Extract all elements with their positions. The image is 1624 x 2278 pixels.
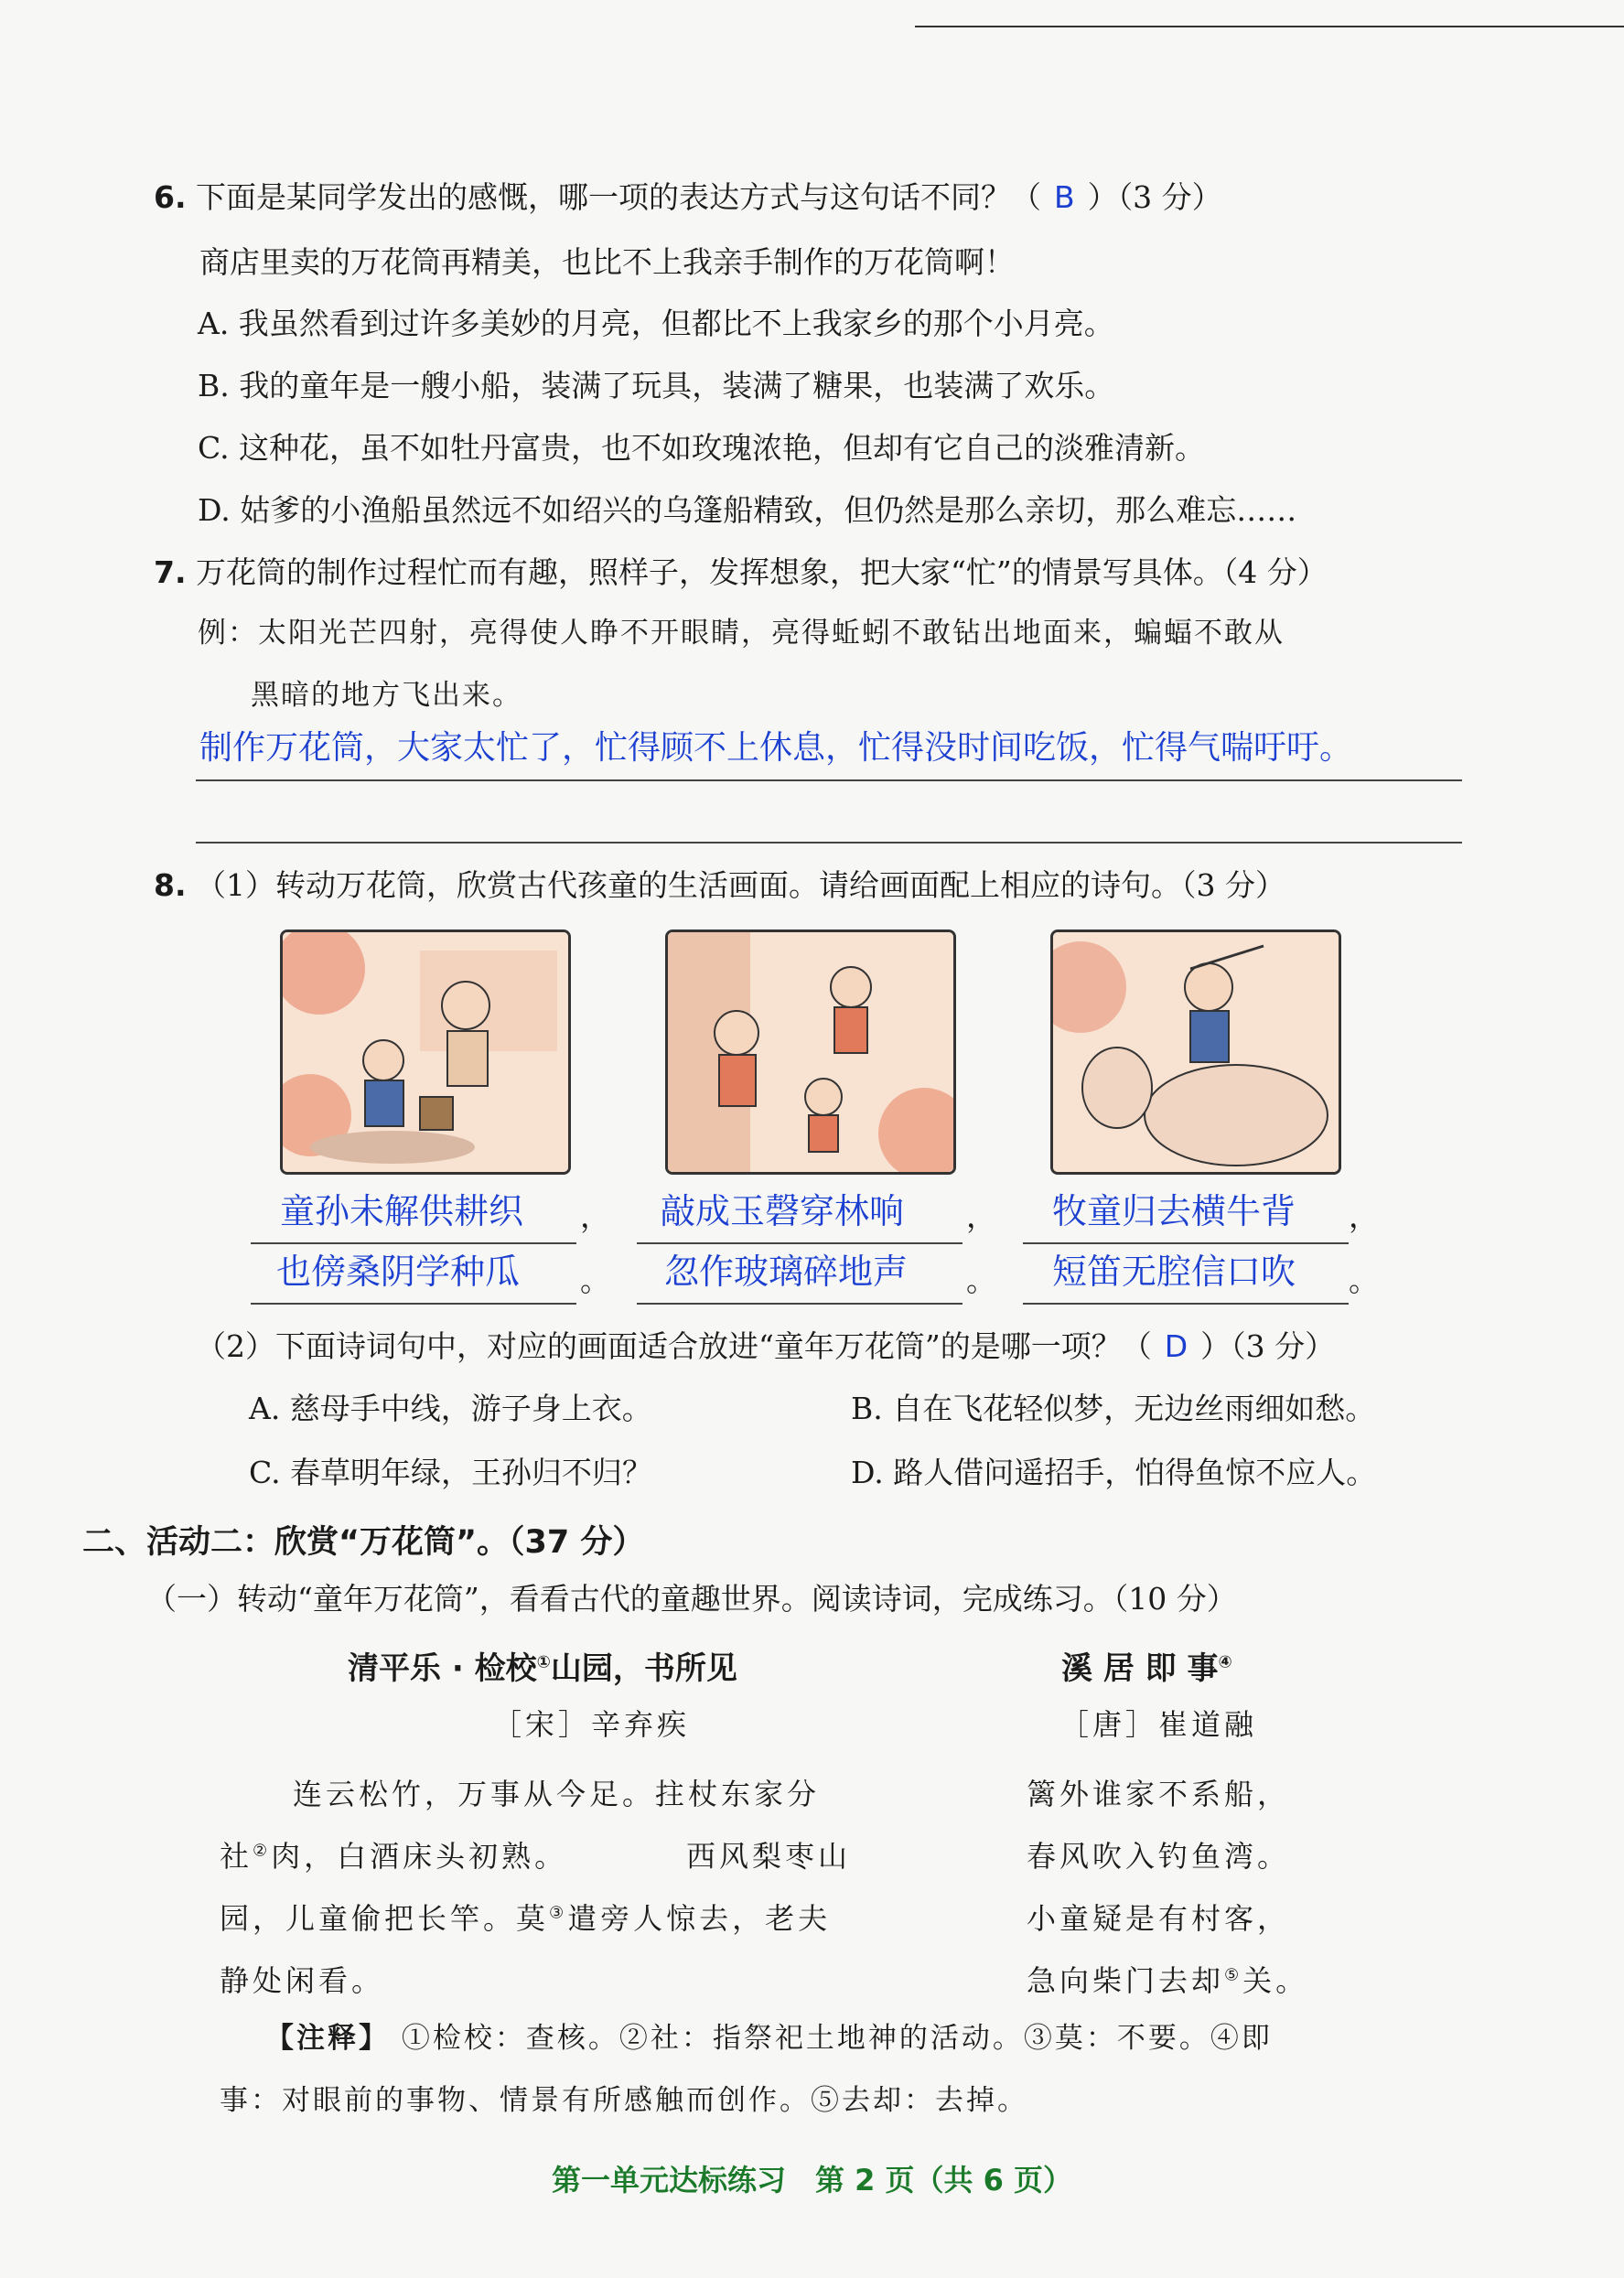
q6-option-b: B. 我的童年是一艘小船，装满了玩具，装满了糖果，也装满了欢乐。 [198, 368, 1115, 403]
poem1-line-3: 西风梨枣山 [686, 1839, 852, 1874]
section-2-sub1: （一）转动“童年万花筒”，看看古代的童趣世界。阅读诗词，完成练习。（10 分） [146, 1581, 1237, 1617]
q8-part2-answer: D [1164, 1328, 1188, 1364]
couplet-3-line-1-rule [1023, 1242, 1349, 1244]
q8-part2-stem: （2）下面诗词句中，对应的画面适合放进“童年万花筒”的是哪一项？（ D ）（3 分） [196, 1328, 1336, 1364]
q7-example-1: 例：太阳光芒四射，亮得使人睁不开眼睛，亮得蚯蚓不敢钻出地面来，蝙蝠不敢从 [198, 617, 1285, 650]
q6-option-a: A. 我虽然看到过许多美妙的月亮，但都比不上我家乡的那个小月亮。 [198, 306, 1114, 341]
q8-option-c: C. 春草明年绿，王孙归不归？ [249, 1455, 653, 1490]
couplet-2-line-1: 敲成玉磬穿林响 [661, 1191, 905, 1231]
poem1-line-4: 园，儿童偷把长竿。莫③遣旁人惊去，老夫 [220, 1901, 832, 1936]
notes-line-2: 事：对眼前的事物、情景有所感触而创作。⑤去却：去掉。 [220, 2084, 1028, 2117]
q7-answer-line-2 [196, 842, 1462, 844]
illustration-farming-children [280, 929, 571, 1175]
poem2-line-1: 篱外谁家不系船， [1027, 1777, 1291, 1811]
illustration-cowherd-boy [1050, 929, 1341, 1175]
q6-option-c: C. 这种花，虽不如牡丹富贵，也不如玫瑰浓艳，但却有它自己的淡雅清新。 [198, 430, 1206, 466]
poem2-title: 溪 居 即 事④ [1061, 1650, 1232, 1687]
q7-example-2: 黑暗的地方飞出来。 [251, 679, 522, 712]
q6-option-d: D. 姑爹的小渔船虽然远不如绍兴的乌篷船精致，但仍然是那么亲切，那么难忘…… [198, 492, 1297, 528]
q6-sentence: 商店里卖的万花筒再精美，也比不上我亲手制作的万花筒啊！ [199, 244, 1015, 280]
q8-option-b: B. 自在飞花轻似梦，无边丝雨细如愁。 [851, 1391, 1376, 1426]
illustration-ice-playing-children [665, 929, 956, 1175]
couplet-2-line-2-rule [637, 1303, 963, 1305]
section-2-title: 二、活动二：欣赏“万花筒”。（37 分） [82, 1524, 645, 1561]
q7-answer-line-1 [196, 779, 1462, 781]
couplet-3-line-2: 短笛无腔信口吹 [1052, 1252, 1296, 1292]
notes-line-1: 【注释】 ①检校：查核。②社：指祭祀土地神的活动。③莫：不要。④即 [265, 2022, 1273, 2055]
couplet-1-line-2-rule [251, 1303, 576, 1305]
couplet-2-line-1-rule [637, 1242, 963, 1244]
top-border [915, 26, 1624, 27]
couplet-2-line-2: 忽作玻璃碎地声 [664, 1252, 909, 1292]
poem1-author: ［宋］辛弃疾 [492, 1707, 691, 1742]
poem2-author: ［唐］崔道融 [1059, 1707, 1258, 1742]
page-footer: 第一单元达标练习 第 2 页（共 6 页） [551, 2163, 1073, 2197]
poem2-line-2: 春风吹入钓鱼湾。 [1027, 1839, 1291, 1874]
q8-option-d: D. 路人借问遥招手，怕得鱼惊不应人。 [851, 1455, 1377, 1490]
poem1-title: 清平乐 · 检校①山园，书所见 [348, 1650, 737, 1687]
poem2-line-3: 小童疑是有村客， [1027, 1901, 1291, 1936]
worksheet-page: 6. 下面是某同学发出的感慨，哪一项的表达方式与这句话不同？（ B ）（3 分） 商店里卖的万花筒再精美，也比不上我亲手制作的万花筒啊！ A. 我虽然看到过许多美妙的月亮，但都比不上我家乡的那个小月亮。 B. 我的童年是一艘小船，装满了玩具，装满了糖果，也装满了欢乐。 C. 这种花，虽不如牡丹富贵，也不如玫瑰浓艳，但却有它自己的淡雅清新。 D. 姑爹的小渔船虽然远不如绍兴的乌篷船精致，但仍然是那么亲切，那么难忘…… 7. 万花筒的制作过程忙而有趣，照样子，发挥想象，把大家“忙”的情景写具体。（4 分） 例：太阳光芒四射，亮得使人睁不开眼睛，亮得蚯蚓不敢钻出地面来，蝙蝠不敢从 黑暗的地方飞出来。 制作万花筒，大家太忙了，忙得顾不上休息，忙得没时间吃饭，忙得气喘吁吁。 8. （1）转动万花筒，欣赏古代孩童的生活画面。请给画面配上相应的诗句。（3 分） 童孙未解供耕织 ， 也傍桑阴学种瓜 。 敲成玉磬穿林响 ， 忽作玻璃碎地声 。 牧童归去横牛背 ， 短笛无腔信口吹 。 （2）下面诗词句中，对应的画面适合放进“童年万花筒”的是哪一项？（ D ）（3 分） A. 慈母手中线，游子身上衣。 B. 自在飞花轻似梦，无边丝雨细如愁。 C. 春草明年绿，王孙归不归？ D. 路人借问遥招手，怕得鱼惊不应人。 二、活动二：欣赏“万花筒”。（37 分） （一）转动“童年万花筒”，看看古代的童趣世界。阅读诗词，完成练习。（10 分） 清平乐 · 检校①山园，书所见 ［宋］辛弃疾 连云松竹，万事从今足。拄杖东家分 社②肉，白酒床头初熟。 西风梨枣山 园，儿童偷把长竿。莫③遣旁人惊去，老夫 静处闲看。 溪 居 即 事④ ［唐］崔道融 篱外谁家不系船， 春风吹入钓鱼湾。 小童疑是有村客， 急向柴门去却⑤关。 【注释】 ①检校：查核。②社：指祭祀土地神的活动。③莫：不要。④即 事：对眼前的事物、情景有所感触而创作。⑤去却：去掉。 第一单元达标练习 第 2 页（共 6 页） [0, 0, 1624, 2278]
q8-part1-stem: 8. （1）转动万花筒，欣赏古代孩童的生活画面。请给画面配上相应的诗句。（3 分） [154, 867, 1285, 903]
couplet-3-line-2-rule [1023, 1303, 1349, 1305]
q7-answer: 制作万花筒，大家太忙了，忙得顾不上休息，忙得没时间吃饭，忙得气喘吁吁。 [199, 729, 1353, 767]
q6-stem: 6. 下面是某同学发出的感慨，哪一项的表达方式与这句话不同？（ B ）（3 分） [154, 179, 1222, 215]
couplet-1-line-1: 童孙未解供耕织 [280, 1191, 524, 1231]
couplet-1-line-2: 也傍桑阴学种瓜 [276, 1252, 521, 1292]
poem2-line-4: 急向柴门去却⑤关。 [1027, 1963, 1309, 1998]
poem1-line-5: 静处闲看。 [220, 1963, 385, 1998]
couplet-1-line-1-rule [251, 1242, 576, 1244]
poem1-line-1: 连云松竹，万事从今足。拄杖东家分 [293, 1777, 821, 1811]
q6-answer: B [1054, 179, 1075, 215]
q8-option-a: A. 慈母手中线，游子身上衣。 [249, 1391, 652, 1426]
couplet-3-line-1: 牧童归去横牛背 [1052, 1191, 1296, 1231]
q7-stem: 7. 万花筒的制作过程忙而有趣，照样子，发挥想象，把大家“忙”的情景写具体。（4 分） [154, 554, 1328, 590]
notes-tag: 【注释】 [265, 2022, 390, 2055]
poem1-line-2: 社②肉，白酒床头初熟。 [220, 1839, 568, 1874]
